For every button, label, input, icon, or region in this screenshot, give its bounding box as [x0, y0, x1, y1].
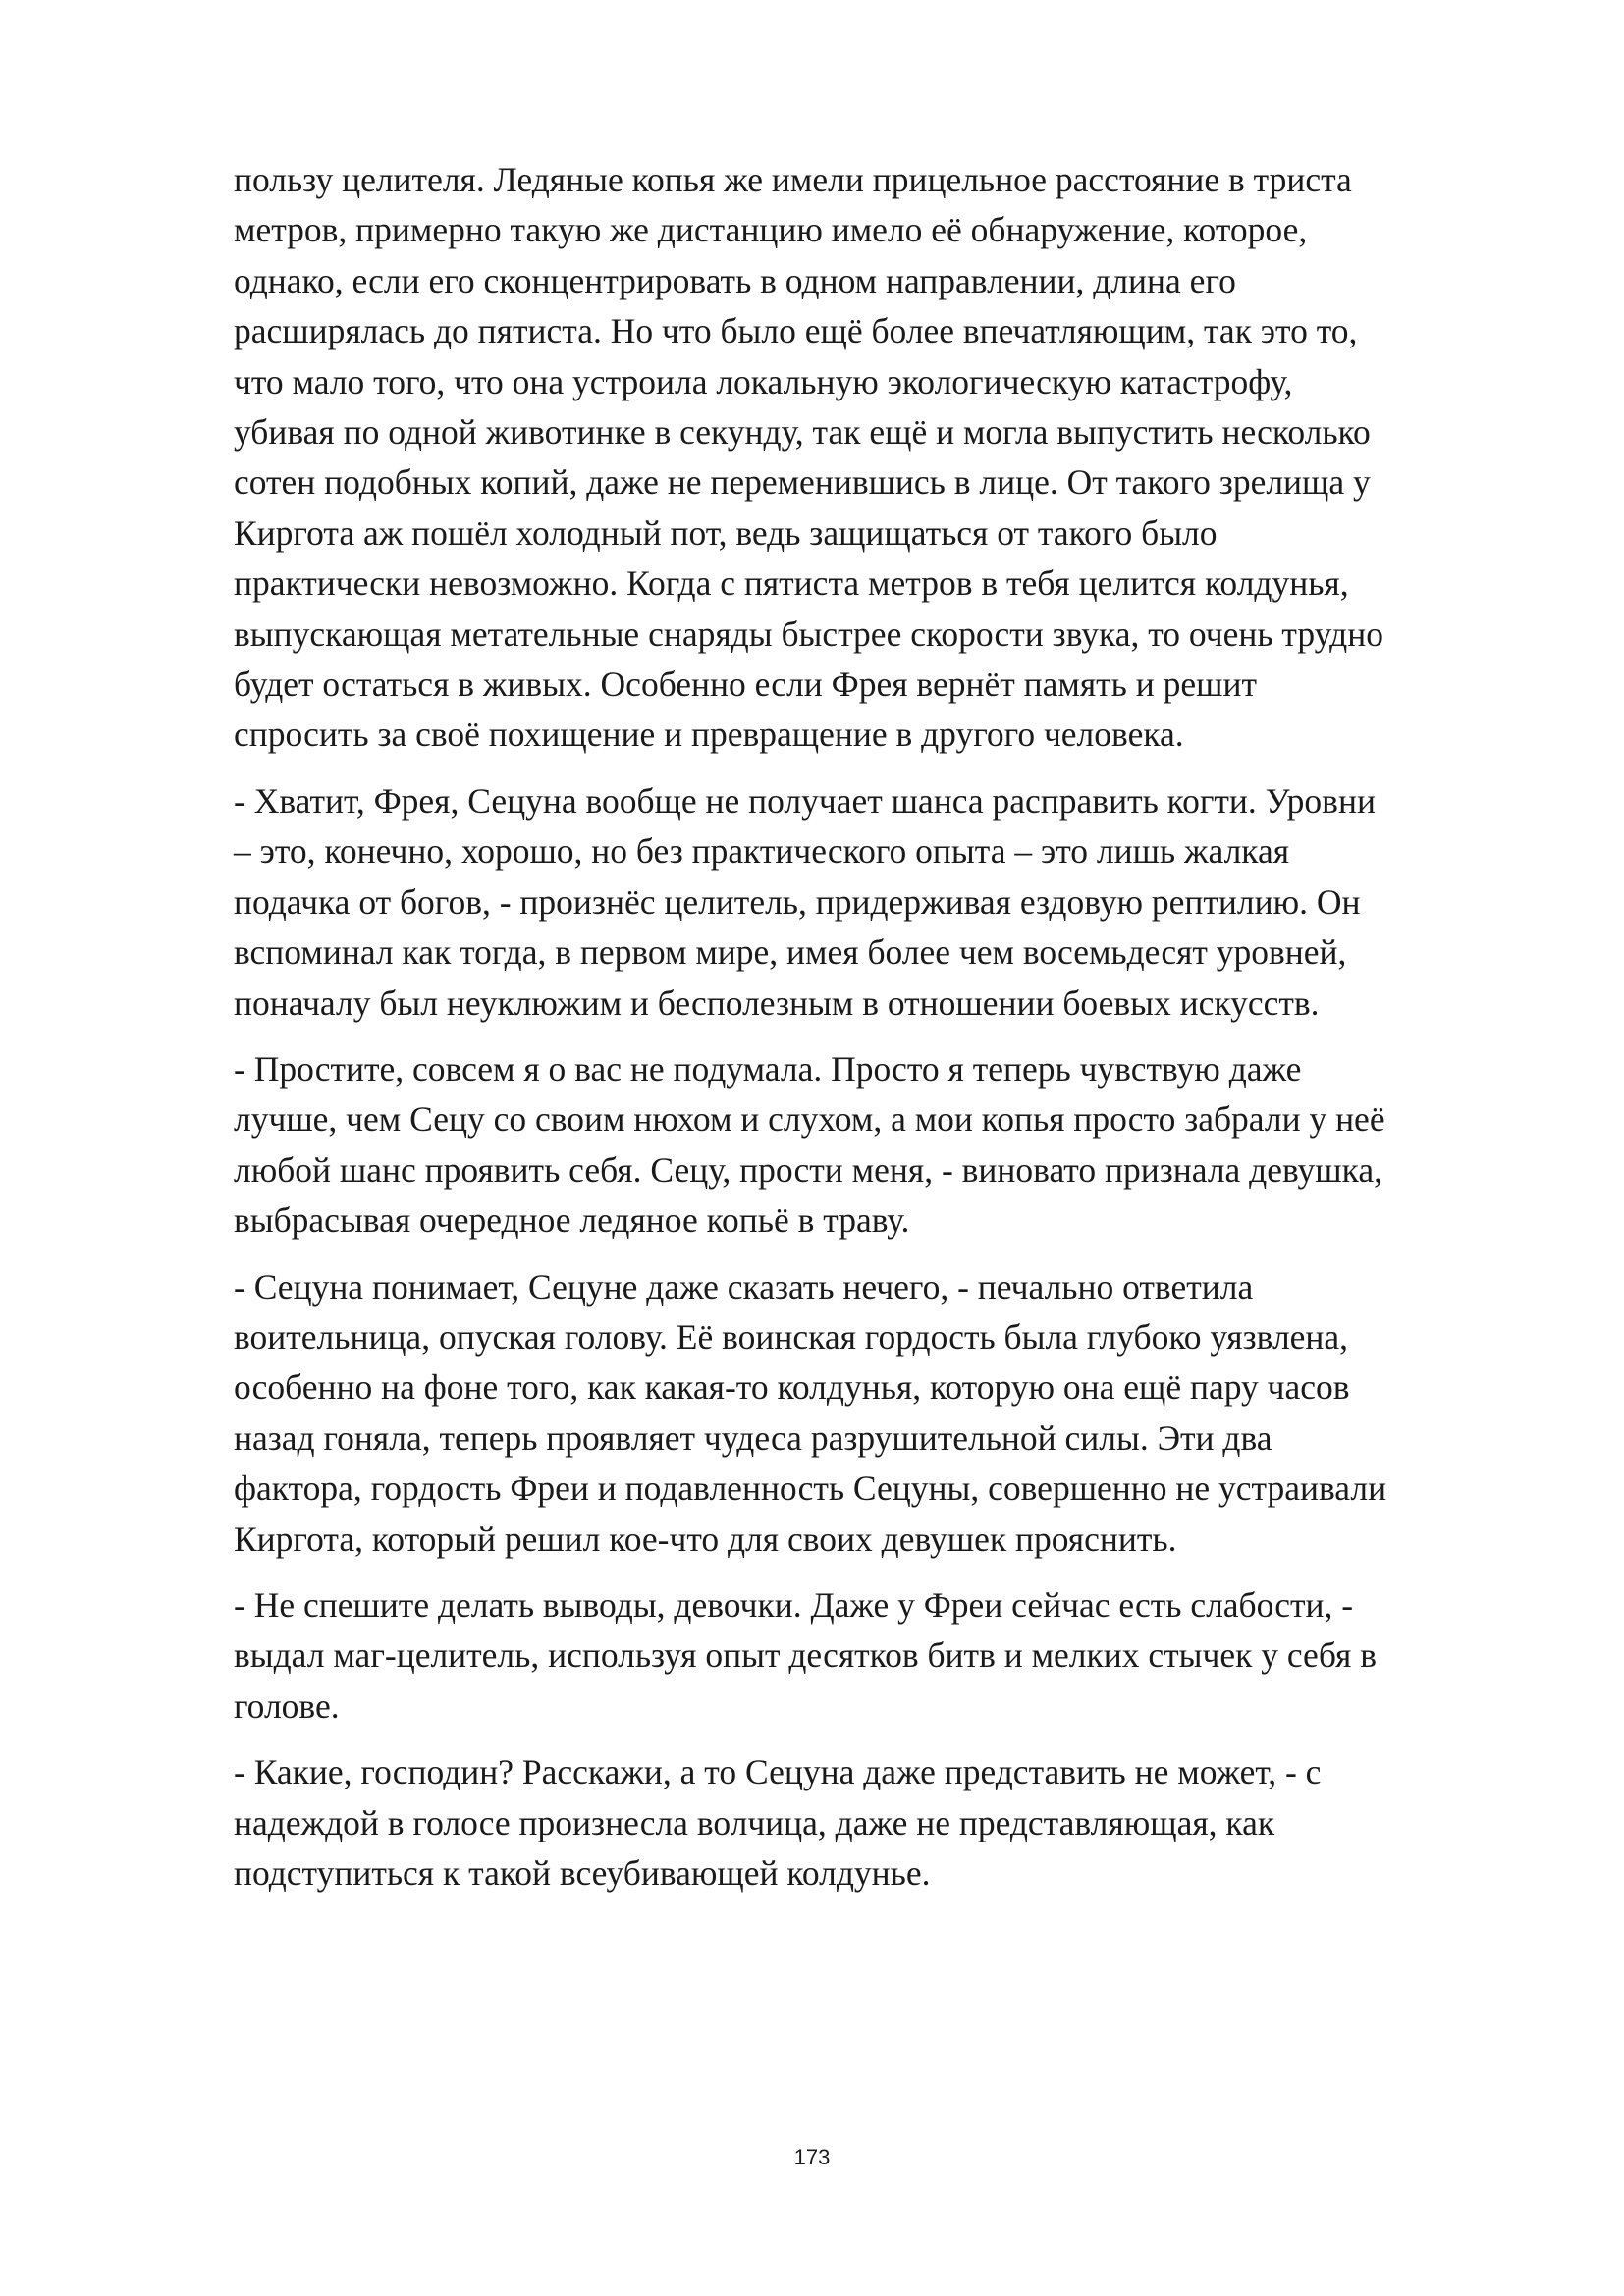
- text-line: – это, конечно, хорошо, но без практического опыта – это лишь жалкая: [234, 831, 1290, 872]
- text-line: выбрасывая очередное ледяное копьё в траву.: [234, 1201, 910, 1241]
- text-line: - Не спешите делать выводы, девочки. Даже у Фреи сейчас есть слабости, -: [234, 1584, 1354, 1625]
- text-line: убивая по одной животинке в секунду, так ещё и могла выпустить несколько: [234, 412, 1371, 453]
- body-text: [234, 155, 1392, 1914]
- text-line: пользу целителя. Ледяные копья же имели прицельное расстояние в триста: [234, 160, 1352, 199]
- text-line: будет остаться в живых. Особенно если Фрея вернёт память и решит: [234, 665, 1257, 705]
- text-line: фактора, гордость Фреи и подавленность Сецуны, совершенно не устраивали: [234, 1468, 1387, 1509]
- text-line: выпускающая метательные снаряды быстрее скорости звука, то очень трудно: [234, 614, 1383, 654]
- text-line: подступиться к такой всеубивающей колдунье.: [234, 1853, 931, 1893]
- text-line: подачка от богов, - произнёс целитель, придерживая ездовую рептилию. Он: [234, 881, 1361, 922]
- text-line: лучше, чем Сецу со своим нюхом и слухом, а мои копья просто забрали у неё: [234, 1099, 1385, 1140]
- text-line: надеждой в голосе произнесла волчица, даже не представляющая, как: [234, 1802, 1275, 1842]
- text-line: особенно на фоне того, как какая-то колдунья, которую она ещё пару часов: [234, 1367, 1350, 1408]
- text-line: - Сецуна понимает, Сецуне даже сказать нечего, - печально ответила: [234, 1266, 1254, 1307]
- text-line: воительница, опуская голову. Её воинская гордость была глубоко уязвлена,: [234, 1316, 1349, 1357]
- text-line: сотен подобных копий, даже не переменившись в лице. От такого зрелища у: [234, 462, 1371, 503]
- text-line: - Хватит, Фрея, Сецуна вообще не получает шанса расправить когти. Уровни: [234, 780, 1376, 821]
- paragraph: [234, 1747, 1392, 1898]
- text-line: - Какие, господин? Расскажи, а то Сецуна даже представить не может, - с: [234, 1752, 1322, 1792]
- text-line: практически невозможно. Когда с пятиста метров в тебя целится колдунья,: [234, 563, 1349, 604]
- text-line: метров, примерно такую же дистанцию имело её обнаружение, которое,: [234, 210, 1308, 250]
- text-line: спросить за своё похищение и превращение в другого человека.: [234, 715, 1184, 755]
- paragraph: [234, 1044, 1392, 1247]
- text-line: назад гоняла, теперь проявляет чудеса разрушительной силы. Эти два: [234, 1417, 1272, 1458]
- page-number: 173: [793, 2145, 831, 2169]
- paragraph: [234, 776, 1392, 1029]
- text-line: голове.: [234, 1685, 340, 1726]
- text-line: любой шанс проявить себя. Сецу, прости меня, - виновато признала девушка,: [234, 1149, 1382, 1190]
- text-line: расширялась до пятиста. Но что было ещё более впечатляющим, так это то,: [234, 311, 1358, 351]
- text-line: выдал маг-целитель, используя опыт десятков битв и мелких стычек у себя в: [234, 1635, 1377, 1676]
- text-line: однако, если его сконцентрировать в одном направлении, длина его: [234, 260, 1236, 300]
- text-line: - Простите, совсем я о вас не подумала. Просто я теперь чувствую даже: [234, 1048, 1302, 1089]
- text-line: что мало того, что она устроила локальную экологическую катастрофу,: [234, 361, 1293, 401]
- text-line: Киргота аж пошёл холодный пот, ведь защищаться от такого было: [234, 512, 1218, 553]
- paragraph: [234, 1580, 1392, 1732]
- text-line: вспоминал как тогда, в первом мире, имея более чем восемьдесят уровней,: [234, 933, 1347, 973]
- paragraph: [234, 155, 1392, 761]
- text-line: Киргота, который решил кое-что для своих девушек прояснить.: [234, 1519, 1177, 1559]
- text-line: поначалу был неуклюжим и бесполезным в отношении боевых искусств.: [234, 983, 1320, 1023]
- paragraph: [234, 1262, 1392, 1565]
